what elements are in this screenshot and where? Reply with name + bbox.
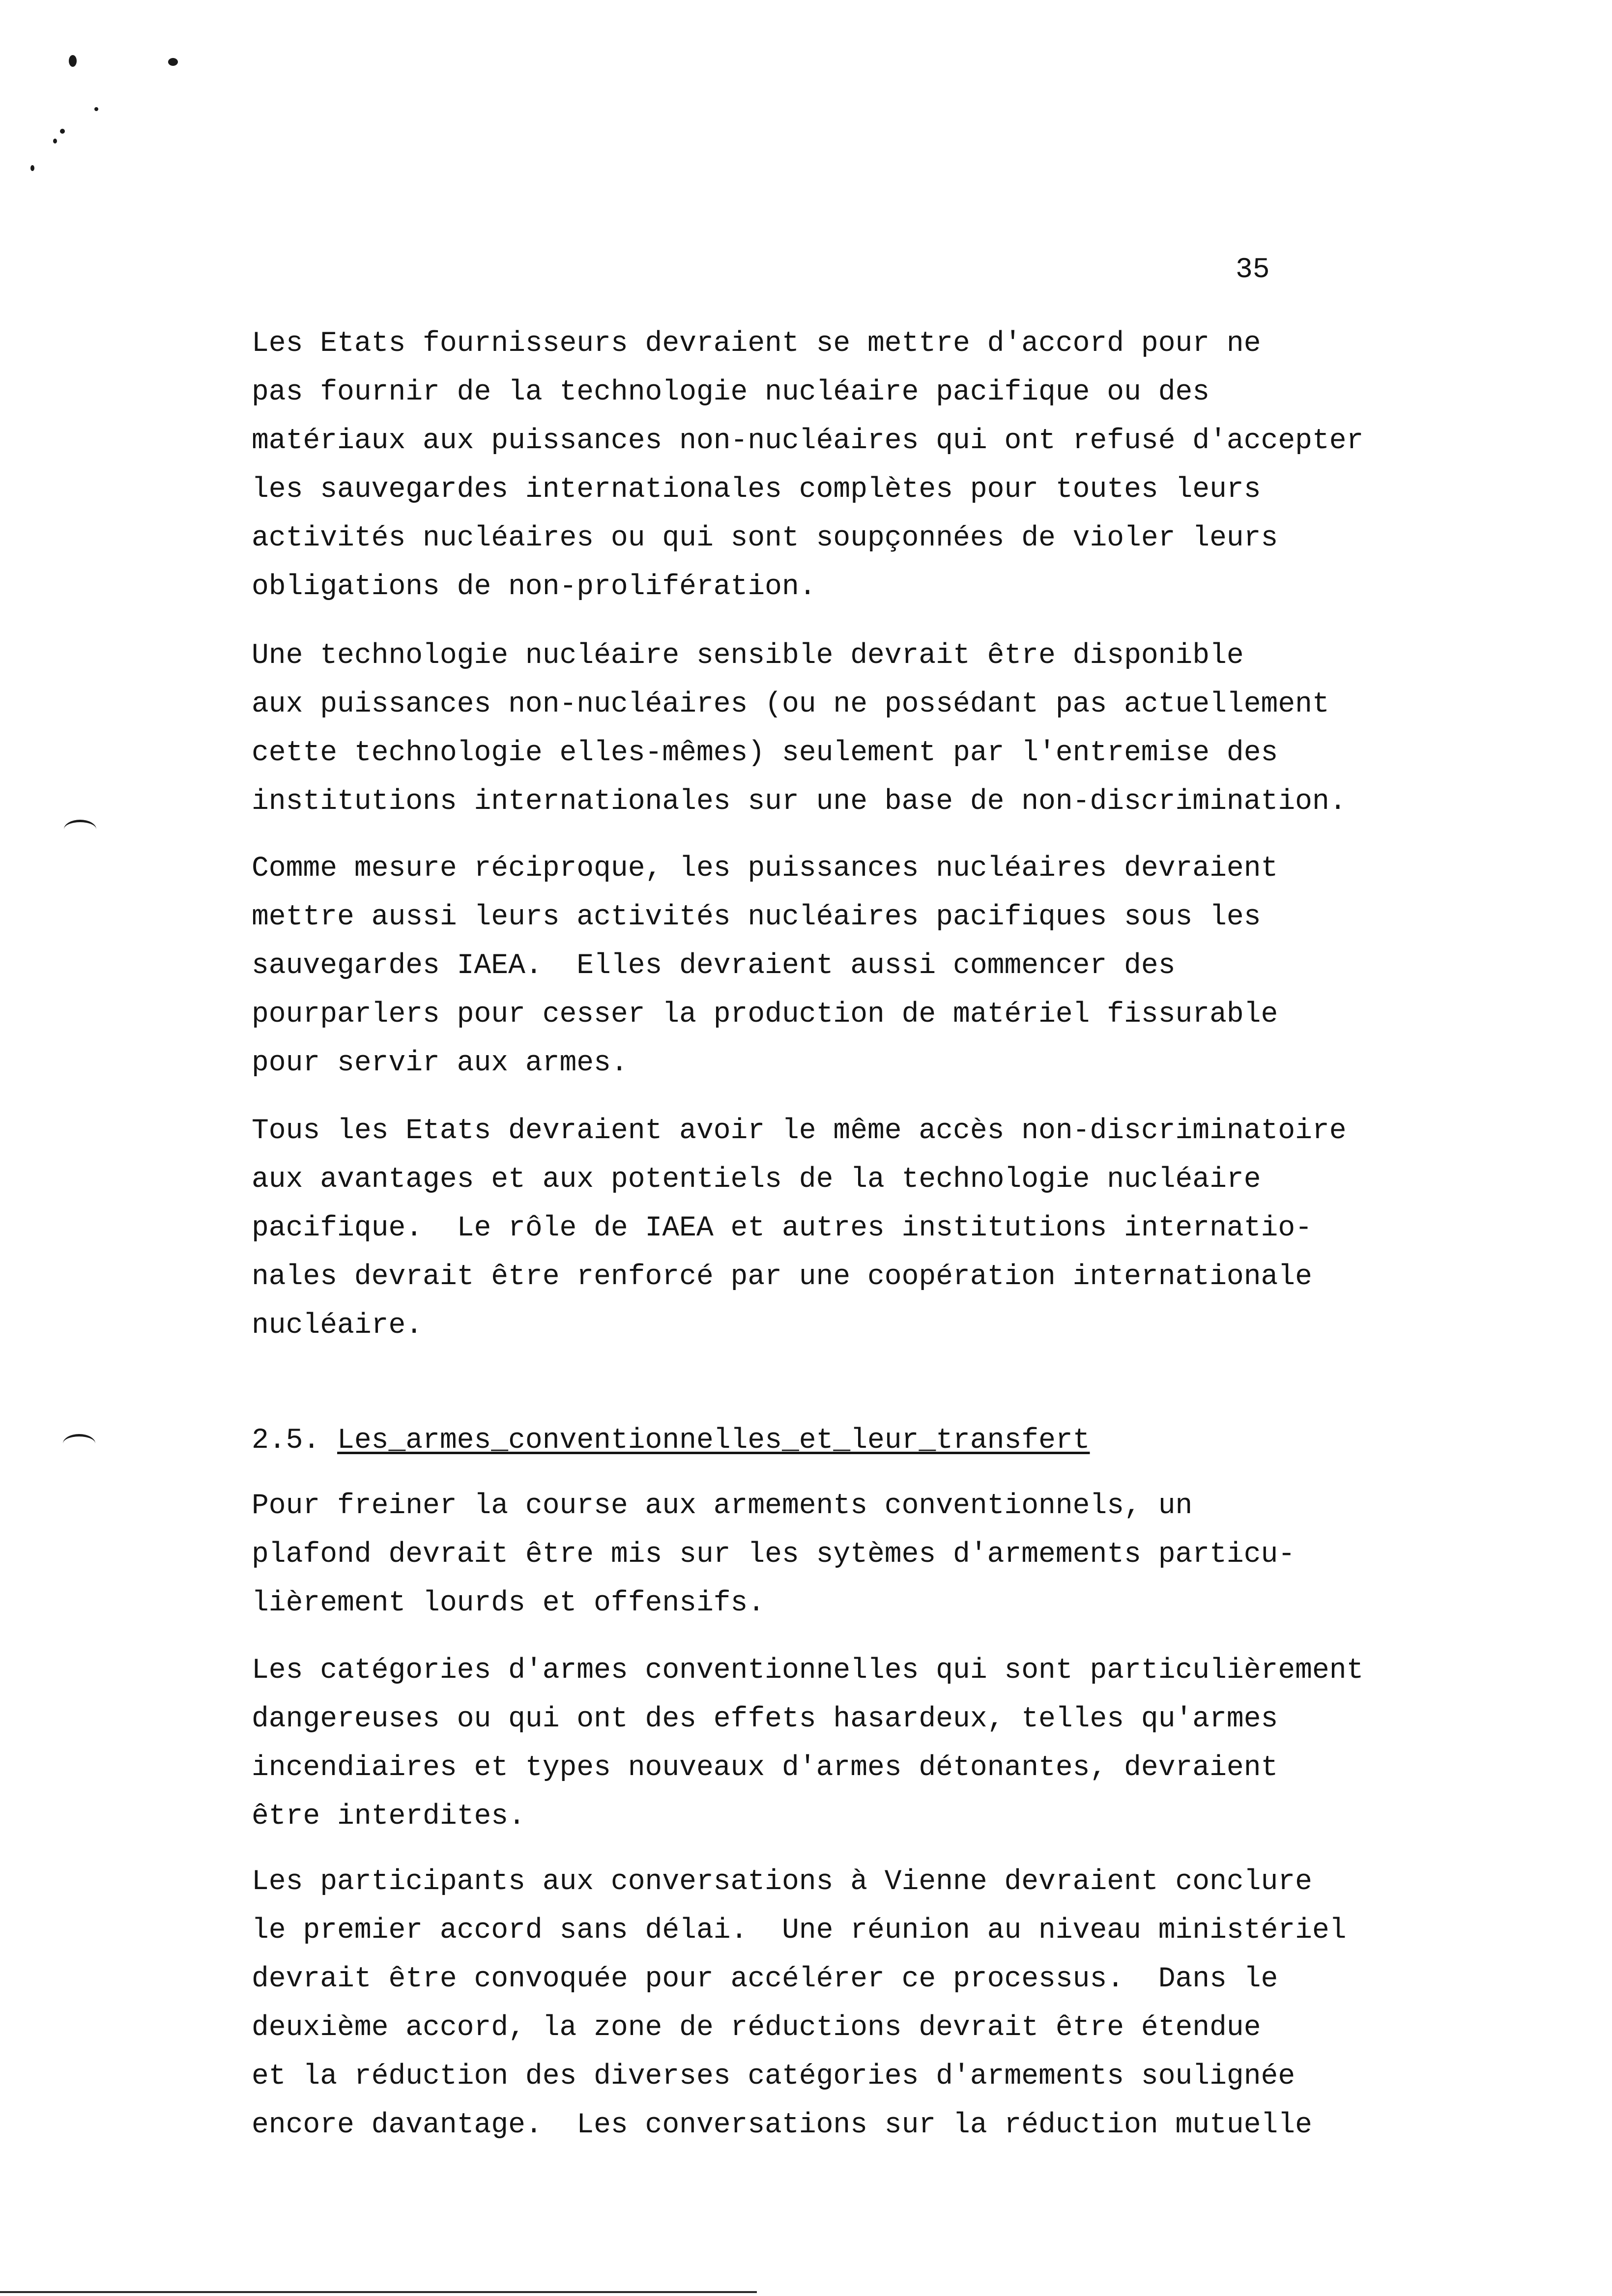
text-line: Comme mesure réciproque, les puissances nucléaires devraient	[252, 853, 1278, 885]
text-line: activités nucléaires ou qui sont soupçonnées de violer leurs	[252, 522, 1278, 554]
section-heading	[252, 1416, 1090, 1465]
paragraph	[252, 1858, 1347, 2150]
page-number: 35	[1236, 254, 1270, 286]
scan-speck	[94, 107, 98, 111]
text-line: pourparlers pour cesser la production de matériel fissurable	[252, 999, 1278, 1031]
text-line: Tous les Etats devraient avoir le même accès non-discriminatoire	[252, 1115, 1347, 1147]
margin-mark	[64, 820, 96, 839]
scan-speck	[69, 55, 77, 67]
text-line: Les participants aux conversations à Vienne devraient conclure	[252, 1866, 1312, 1898]
text-line: aux avantages et aux potentiels de la technologie nucléaire	[252, 1164, 1261, 1196]
text-line: mettre aussi leurs activités nucléaires pacifiques sous les	[252, 901, 1261, 933]
text-line: incendiaires et types nouveaux d'armes détonantes, devraient	[252, 1752, 1278, 1784]
text-line: pour servir aux armes.	[252, 1047, 628, 1079]
section-heading-line	[252, 1416, 1090, 1465]
text-line: deuxième accord, la zone de réductions devrait être étendue	[252, 2012, 1261, 2044]
section-number: 2.5.	[252, 1425, 320, 1457]
section-title: Les_armes_conventionnelles_et_leur_transfert	[337, 1425, 1090, 1457]
text-line: Les catégories d'armes conventionnelles qui sont particulièrement	[252, 1655, 1364, 1687]
text-line: sauvegardes IAEA. Elles devraient aussi commencer des	[252, 950, 1176, 982]
text-line: et la réduction des diverses catégories d'armements soulignée	[252, 2061, 1295, 2093]
text-line: les sauvegardes internationales complètes pour toutes leurs	[252, 474, 1261, 506]
text-line: Les Etats fournisseurs devraient se mettre d'accord pour ne	[252, 328, 1261, 360]
text-line: cette technologie elles-mêmes) seulement par l'entremise des	[252, 737, 1278, 769]
scan-speck	[30, 165, 34, 171]
text-line: nales devrait être renforcé par une coopération internationale	[252, 1261, 1312, 1293]
scan-speck	[53, 139, 57, 144]
paragraph	[252, 1107, 1347, 1350]
paragraph	[252, 1646, 1363, 1841]
text-line: Pour freiner la course aux armements conventionnels, un	[252, 1490, 1193, 1522]
paragraph	[252, 1482, 1295, 1628]
margin-mark	[63, 1434, 95, 1453]
scan-speck	[168, 58, 178, 66]
scan-speck	[60, 129, 65, 134]
text-line: matériaux aux puissances non-nucléaires qui ont refusé d'accepter	[252, 425, 1364, 457]
text-line: devrait être convoquée pour accélérer ce processus. Dans le	[252, 1963, 1278, 1995]
text-line: lièrement lourds et offensifs.	[252, 1587, 765, 1619]
text-line: obligations de non-prolifération.	[252, 571, 816, 603]
text-line: Une technologie nucléaire sensible devrait être disponible	[252, 640, 1244, 672]
text-line: institutions internationales sur une base de non-discrimination.	[252, 786, 1347, 818]
text-line: le premier accord sans délai. Une réunion au niveau ministériel	[252, 1915, 1347, 1947]
paragraph	[252, 631, 1347, 826]
text-line: pas fournir de la technologie nucléaire pacifique ou des	[252, 376, 1210, 408]
text-line: nucléaire.	[252, 1310, 423, 1342]
paragraph	[252, 844, 1278, 1088]
text-line: être interdites.	[252, 1801, 525, 1833]
text-line: encore davantage. Les conversations sur la réduction mutuelle	[252, 2109, 1312, 2141]
text-line: dangereuses ou qui ont des effets hasardeux, telles qu'armes	[252, 1703, 1278, 1735]
text-line: pacifique. Le rôle de IAEA et autres institutions internatio-	[252, 1212, 1312, 1244]
text-line: plafond devrait être mis sur les sytèmes d'armements particu-	[252, 1539, 1295, 1571]
paragraph	[252, 319, 1363, 611]
bottom-rule	[0, 2291, 757, 2293]
text-line: aux puissances non-nucléaires (ou ne possédant pas actuellement	[252, 689, 1329, 720]
